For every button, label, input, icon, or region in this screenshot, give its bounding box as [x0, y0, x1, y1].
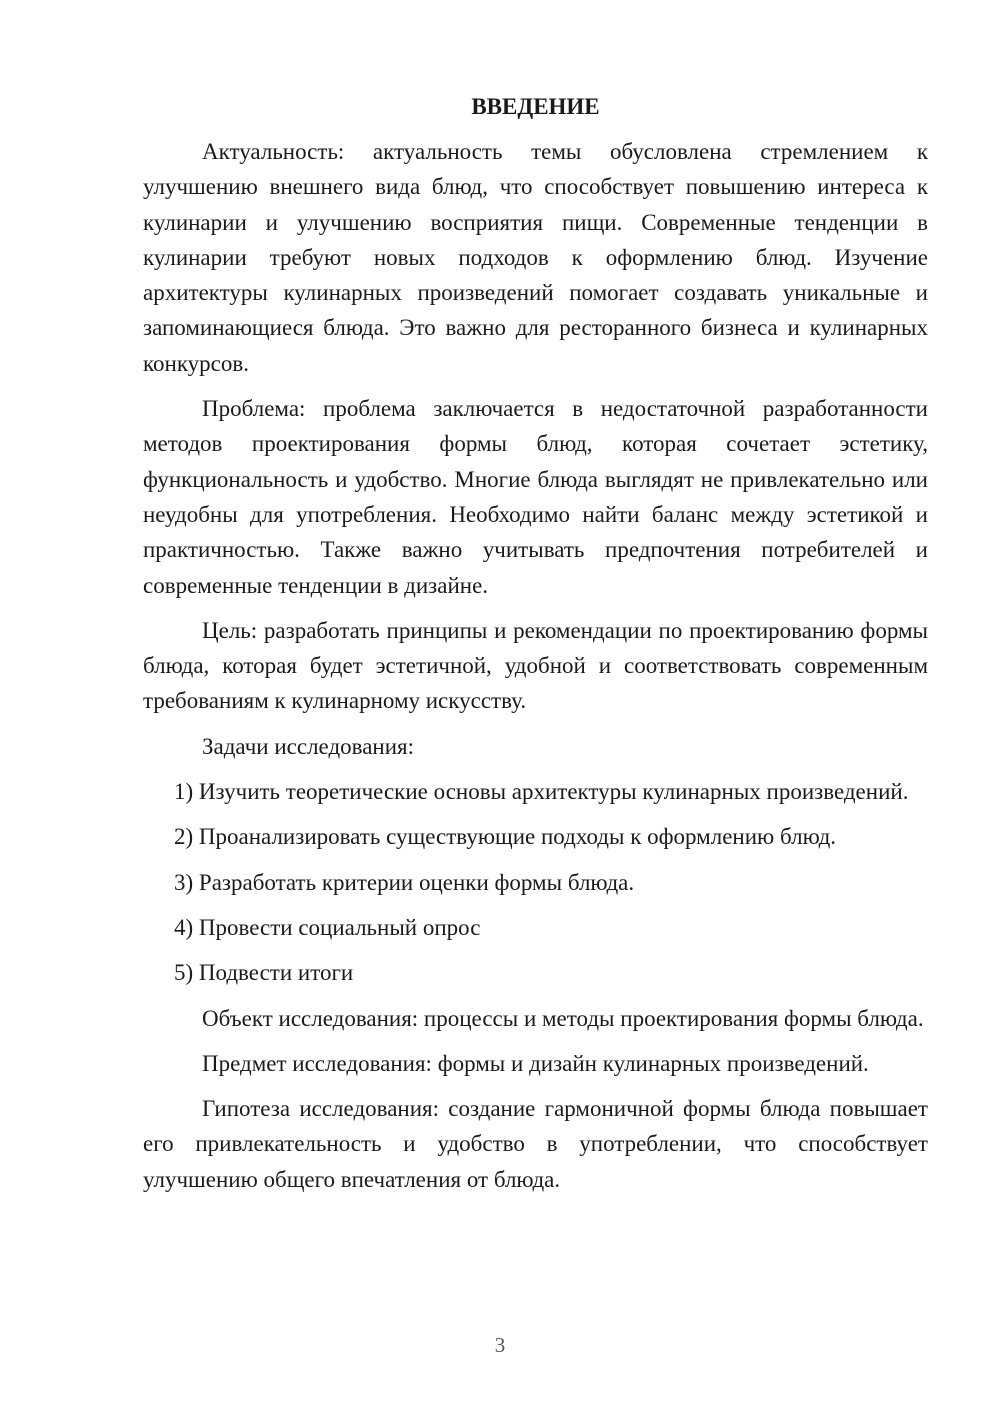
paragraph-hypothesis: Гипотеза исследования: создание гармоничной формы блюда повышает его привлекательность и удобство в употреблении, что способствует улучшению общего впечатления от блюда. — [143, 1096, 928, 1192]
document-title: ВВЕДЕНИЕ — [471, 94, 600, 119]
paragraph-subject: Предмет исследования: формы и дизайн кулинарных произведений. — [202, 1050, 869, 1076]
tasks-heading: Задачи исследования: — [202, 733, 415, 759]
paragraph-goal: Цель: разработать принципы и рекомендации по проектированию формы блюда, которая будет эстетичной, удобной и соответствовать современным требованиям к кулинарному искусству. — [143, 617, 928, 714]
task-item-3: 3) Разработать критерии оценки формы блюда. — [174, 869, 635, 895]
task-item-2: 2) Проанализировать существующие подходы к оформлению блюд. — [174, 824, 837, 850]
task-item-4: 4) Провести социальный опрос — [174, 914, 481, 940]
paragraph-problem: Проблема: проблема заключается в недостаточной разработанности методов проектирования формы блюд, которая сочетает эстетику, функциональность и удобство. Многие блюда выглядят не привлекательно или неудобны для употребления. Необходимо найти баланс между эстетикой и практичностью. Также важно учитывать предпочтения потребителей и современные тенденции в дизайне. — [143, 396, 928, 598]
page-number: 3 — [494, 1333, 506, 1357]
document-page — [143, 92, 928, 1207]
task-item-5: 5) Подвести итоги — [174, 960, 354, 986]
task-item-1: 1) Изучить теоретические основы архитектуры кулинарных произведений. — [174, 779, 909, 805]
paragraph-relevance: Актуальность: актуальность темы обусловлена стремлением к улучшению внешнего вида блюд, что способствует повышению интереса к кулинарии и улучшению восприятия пищи. Современные тенденции в кулинарии требуют новых подходов к оформлению блюд. Изучение архитектуры кулинарных произведений помогает создавать уникальные и запоминающиеся блюда. Это важно для ресторанного бизнеса и кулинарных конкурсов. — [143, 139, 928, 376]
paragraph-object: Объект исследования: процессы и методы проектирования формы блюда. — [202, 1005, 924, 1031]
